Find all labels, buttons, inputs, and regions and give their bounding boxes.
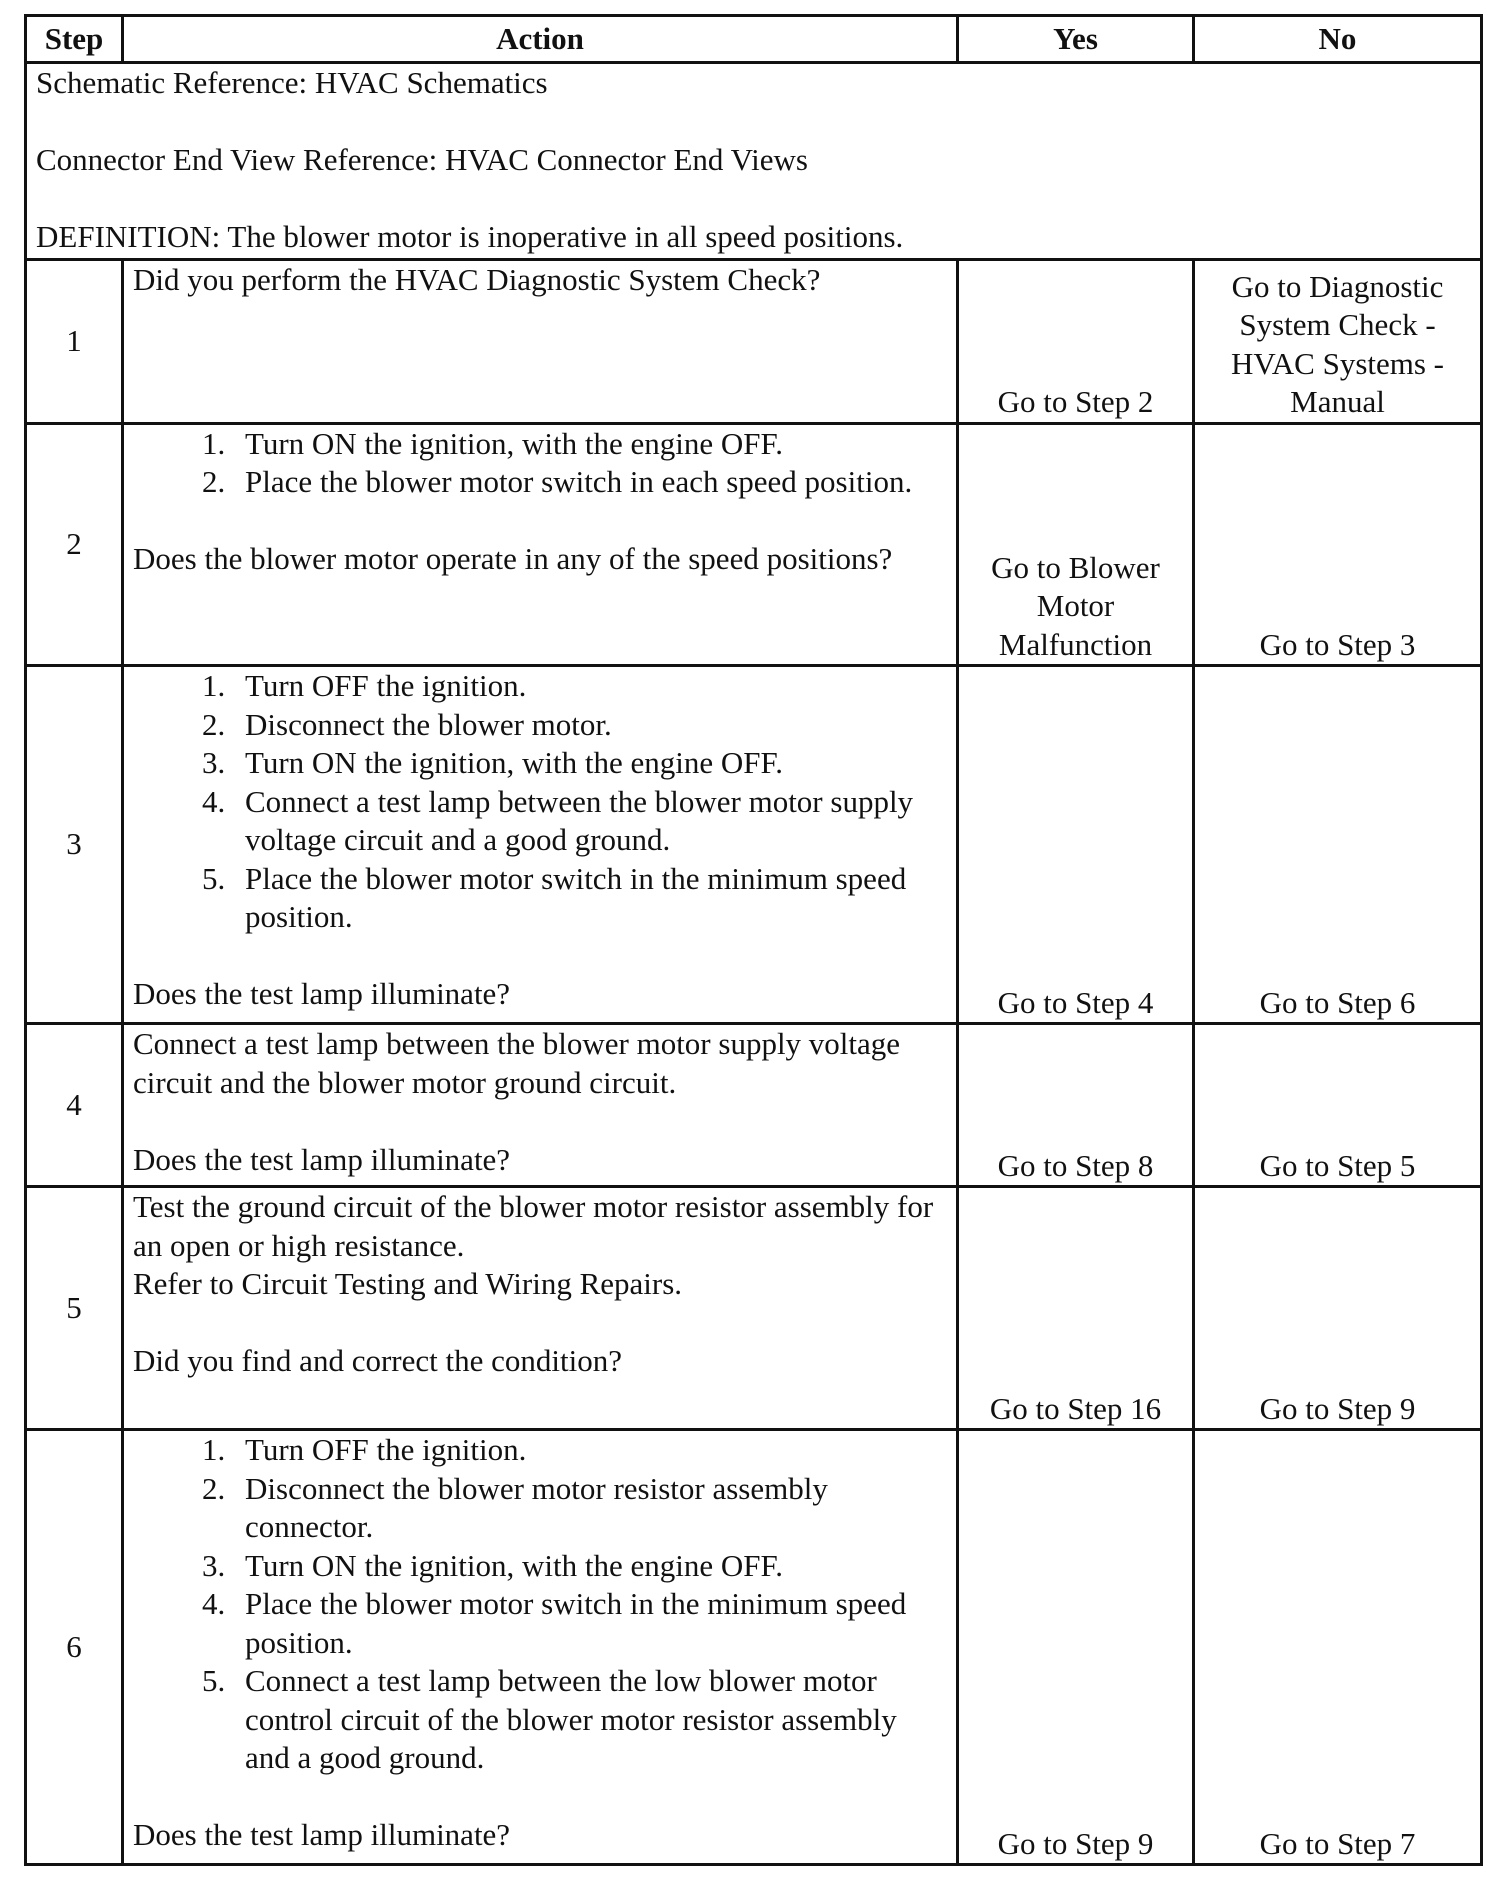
step-number: 3: [26, 666, 123, 1024]
table-row: [26, 1187, 1482, 1430]
header-row: [26, 16, 1482, 63]
header-no: No: [1194, 16, 1482, 63]
instruction-list: [133, 1431, 947, 1778]
table-row: [26, 666, 1482, 1024]
instruction-text: Connect a test lamp between the blower motor supply voltage circuit and the blower motor ground circuit.: [133, 1026, 901, 1100]
reference-row: [26, 63, 1482, 260]
no-result: Go to Step 3: [1194, 423, 1482, 665]
diagnostic-table: [24, 14, 1483, 1866]
action-cell: [123, 1187, 958, 1430]
question-text: Does the blower motor operate in any of the speed positions?: [133, 541, 893, 577]
instruction-text: Test the ground circuit of the blower motor resistor assembly for an open or high resistance.: [133, 1189, 934, 1263]
action-cell: [123, 259, 958, 423]
yes-result: Go to Step 4: [958, 666, 1194, 1024]
header-yes: Yes: [958, 16, 1194, 63]
step-number: 6: [26, 1430, 123, 1865]
instruction-list: [133, 667, 947, 937]
yes-result: Go to Step 8: [958, 1024, 1194, 1187]
yes-result: Go to Step 2: [958, 259, 1194, 423]
instruction-list: [133, 425, 947, 502]
header-step: Step: [26, 16, 123, 63]
table-row: [26, 1024, 1482, 1187]
action-cell: [123, 1024, 958, 1187]
list-item: 2. Disconnect the blower motor resistor assembly connector.: [233, 1470, 947, 1547]
no-result: Go to Step 7: [1194, 1430, 1482, 1865]
table-row: [26, 423, 1482, 665]
action-cell: [123, 1430, 958, 1865]
yes-result: Go to Blower Motor Malfunction: [958, 423, 1194, 665]
list-item: 1. Turn OFF the ignition.: [233, 667, 947, 706]
yes-result: Go to Step 9: [958, 1430, 1194, 1865]
list-item: 1. Turn OFF the ignition.: [233, 1431, 947, 1470]
question-text: Does the test lamp illuminate?: [133, 1817, 511, 1853]
question-text: Did you find and correct the condition?: [133, 1343, 622, 1379]
connector-reference: Connector End View Reference: HVAC Connector End Views: [36, 142, 808, 177]
action-cell: [123, 666, 958, 1024]
no-result: Go to Diagnostic System Check - HVAC Systems - Manual: [1194, 259, 1482, 423]
question-text: Does the test lamp illuminate?: [133, 1141, 511, 1177]
step-number: 4: [26, 1024, 123, 1187]
list-item: 3. Turn ON the ignition, with the engine OFF.: [233, 1547, 947, 1586]
list-item: 5. Connect a test lamp between the low blower motor control circuit of the blower motor resistor assembly and a good ground.: [233, 1662, 947, 1778]
step-number: 1: [26, 259, 123, 423]
table-row: [26, 259, 1482, 423]
list-item: 2. Disconnect the blower motor.: [233, 706, 947, 745]
action-cell: [123, 423, 958, 665]
step-number: 2: [26, 423, 123, 665]
header-action: Action: [123, 16, 958, 63]
list-item: 5. Place the blower motor switch in the minimum speed position.: [233, 860, 947, 937]
list-item: 2. Place the blower motor switch in each speed position.: [233, 463, 947, 502]
question-text: Does the test lamp illuminate?: [133, 976, 511, 1011]
list-item: 3. Turn ON the ignition, with the engine OFF.: [233, 744, 947, 783]
no-result: Go to Step 9: [1194, 1187, 1482, 1430]
reference-text: Refer to Circuit Testing and Wiring Repairs.: [133, 1266, 683, 1302]
list-item: 1. Turn ON the ignition, with the engine OFF.: [233, 425, 947, 464]
yes-result: Go to Step 16: [958, 1187, 1194, 1430]
step-number: 5: [26, 1187, 123, 1430]
schematic-reference: Schematic Reference: HVAC Schematics: [36, 65, 548, 100]
list-item: 4. Place the blower motor switch in the minimum speed position.: [233, 1585, 947, 1662]
question-text: Did you perform the HVAC Diagnostic System Check?: [133, 261, 821, 297]
no-result: Go to Step 5: [1194, 1024, 1482, 1187]
list-item: 4. Connect a test lamp between the blower motor supply voltage circuit and a good ground.: [233, 783, 947, 860]
definition-text: DEFINITION: The blower motor is inoperative in all speed positions.: [36, 219, 904, 254]
table-row: [26, 1430, 1482, 1865]
reference-cell: [26, 63, 1482, 260]
no-result: Go to Step 6: [1194, 666, 1482, 1024]
